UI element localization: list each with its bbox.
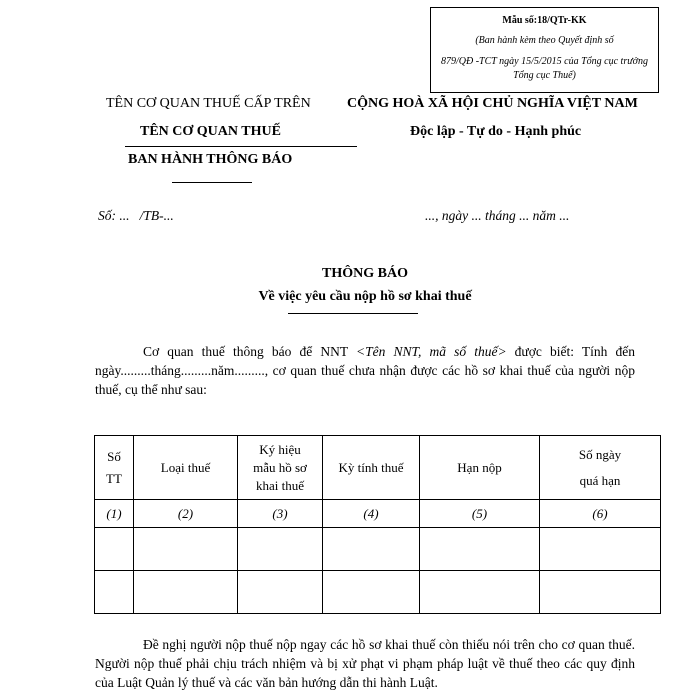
index-cell: (5) bbox=[420, 500, 540, 528]
table-header-row bbox=[95, 436, 661, 500]
header-cell-form-code: Ký hiệu mẫu hồ sơ khai thuế bbox=[238, 436, 323, 500]
superior-agency-name: TÊN CƠ QUAN THUẾ CẤP TRÊN bbox=[106, 96, 311, 111]
header-cell-tax-type: Loại thuế bbox=[134, 436, 238, 500]
reference-number: Số: ... /TB-... bbox=[98, 208, 174, 223]
header-cell-deadline: Hạn nộp bbox=[420, 436, 540, 500]
table-row bbox=[95, 571, 661, 614]
decision-reference: 879/QĐ -TCT ngày 15/5/2015 của Tổng cục trưởng Tổng cục Thuế) bbox=[441, 56, 648, 81]
empty-cell bbox=[323, 528, 420, 571]
empty-cell bbox=[134, 571, 238, 614]
empty-cell bbox=[238, 528, 323, 571]
issue-date: ..., ngày ... tháng ... năm ... bbox=[425, 208, 570, 223]
country-name: CỘNG HOÀ XÃ HỘI CHỦ NGHĨA VIỆT NAM bbox=[347, 96, 638, 111]
document-subtitle: Về việc yêu cầu nộp hồ sơ khai thuế bbox=[258, 289, 472, 304]
header-cell-overdue-days: Số ngày quá hạn bbox=[540, 436, 661, 500]
index-cell: (3) bbox=[238, 500, 323, 528]
closing-paragraph: Đề nghị người nộp thuế nộp ngay các hồ sơ khai thuế còn thiếu nói trên cho cơ quan thuế. Người nộp thuế phải chịu trách nhiệm và bị xử phạt vi phạm pháp luật về thuế theo các quy định của Luật Quản lý thuế và các văn bản hướng dẫn thi hành Luật. bbox=[95, 637, 635, 690]
empty-cell bbox=[540, 571, 661, 614]
index-cell: (2) bbox=[134, 500, 238, 528]
intro-paragraph bbox=[95, 342, 635, 399]
intro-text-after: được biết: Tính đến ngày.........tháng.........năm........., cơ quan thuế chưa nhận được các hồ sơ khai thuế của người nộp thuế, cụ thể như sau: bbox=[95, 344, 635, 397]
agency-underline bbox=[125, 146, 357, 147]
title-underline bbox=[288, 313, 418, 314]
document-title: THÔNG BÁO bbox=[322, 266, 408, 281]
empty-cell bbox=[420, 528, 540, 571]
agency-name: TÊN CƠ QUAN THUẾ bbox=[140, 124, 281, 139]
empty-cell bbox=[323, 571, 420, 614]
empty-cell bbox=[134, 528, 238, 571]
header-cell-order: Số TT bbox=[95, 436, 134, 500]
header-cell-tax-period: Kỳ tính thuế bbox=[323, 436, 420, 500]
form-number: Mẫu số:18/QTr-KK bbox=[502, 15, 587, 26]
issuer-underline bbox=[172, 182, 252, 183]
empty-cell bbox=[540, 528, 661, 571]
empty-cell bbox=[95, 571, 134, 614]
index-cell: (1) bbox=[95, 500, 134, 528]
issued-with-note: (Ban hành kèm theo Quyết định số bbox=[475, 34, 614, 46]
taxpayer-placeholder: <Tên NNT, mã số thuế> bbox=[355, 344, 507, 359]
national-motto: Độc lập - Tự do - Hạnh phúc bbox=[410, 124, 582, 139]
issuer-name: BAN HÀNH THÔNG BÁO bbox=[128, 152, 293, 167]
form-number-box bbox=[430, 7, 659, 93]
index-cell: (6) bbox=[540, 500, 661, 528]
empty-cell bbox=[95, 528, 134, 571]
table-row bbox=[95, 528, 661, 571]
intro-text-before: Cơ quan thuế thông báo để NNT bbox=[143, 344, 356, 359]
empty-cell bbox=[420, 571, 540, 614]
empty-cell bbox=[238, 571, 323, 614]
index-cell: (4) bbox=[323, 500, 420, 528]
table-index-row bbox=[95, 500, 661, 528]
tax-filing-table bbox=[94, 435, 661, 614]
